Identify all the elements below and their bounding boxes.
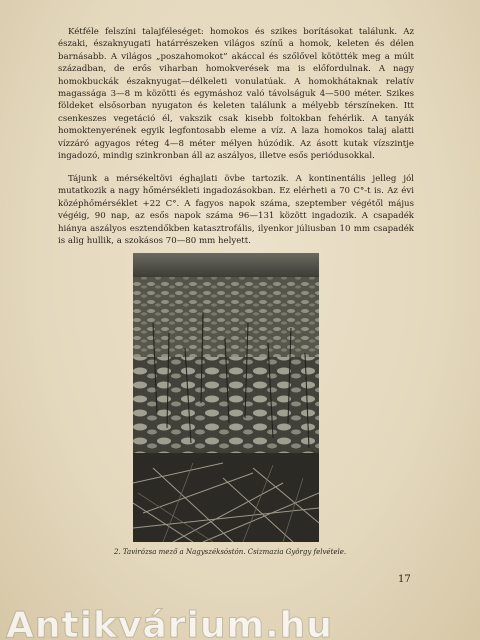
page-number: 17 [398, 574, 411, 585]
paragraph-soil: Kétféle felszíni talajféleséget: homokos és szikes borításokat találunk. Az északi, északnyugati határrészeken világos színű a homok, keleten és délen barnásabb. A világos „poszahomokot” akáccal és szőlővel kötötték meg a múlt században, de erős viharban homokverések ma is előfordulnak. A nagy homokbuckák északnyugat—délkeleti vonulatúak. A homokhátaknak relatív magassága 3—8 m közötti és egymáshoz való távolságuk 4—500 méter. Szikes földeket elsősorban nyugaton és keleten találunk a mélyebb térszíneken. Itt csenkeszes vegetáció él, vakszik csak kisebb foltokban fehérlik. A tanyák homoktenyerének egyik legfontosabb eleme a víz. A laza homokos talaj alatti vízzáró agyagos réteg 4—8 méter mélyen húzódik. Az ásott kutak vízszintje ingadozó, mindig szinkronban áll az aszályos, illetve esős periódusokkal. [58, 27, 414, 162]
paragraph-climate: Tájunk a mérsékeltövi éghajlati övbe tartozik. A kontinentális jelleg jól mutatkozik a nagy hőmérsékleti ingadozásokban. Ez elérheti a 70 C°-t is. Az évi középhőmérséklet +22 C°. A fagyos napok száma, szeptember végétől május végéig, 90 nap, az esős napok száma 96—131 között ingadozik. A csapadék hiánya aszályos esztendőkben katasztrofális, ilyenkor júliusban 10 mm csapadék is alig hullik, a szokásos 70—80 mm helyett. [58, 174, 414, 247]
watermark: Antikvárium.hu [6, 605, 333, 640]
photograph-water-lily-field [133, 253, 319, 542]
photo-caption: 2. Tavirózsa mező a Nagyszéksóstón. Csizmazia György felvétele. [114, 548, 347, 556]
